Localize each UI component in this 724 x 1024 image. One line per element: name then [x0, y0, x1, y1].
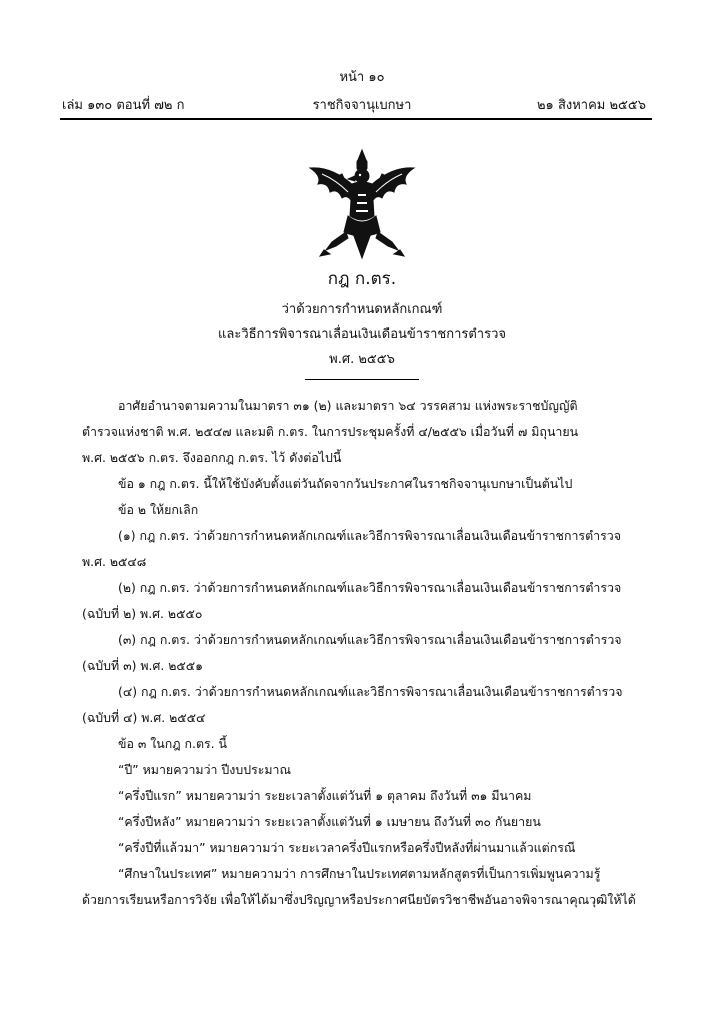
definition-second-half: “ครึ่งปีหลัง” หมายความว่า ระยะเวลาตั้งแต่วันที่ ๑ เมษายน ถึงวันที่ ๓๐ กันยายน — [118, 814, 541, 829]
clause-3: ข้อ ๓ ในกฎ ก.ตร. นี้ — [118, 736, 228, 751]
document-title: กฎ ก.ตร. — [327, 269, 397, 289]
title-divider — [305, 379, 419, 380]
clause-2: ข้อ ๒ ให้ยกเลิก — [118, 502, 199, 517]
definition-domestic-study: “ศึกษาในประเทศ” หมายความว่า การศึกษาในประเทศตามหลักสูตรที่เป็นการเพิ่มพูนความรู้ — [118, 866, 601, 881]
definition-domestic-study-cont: ด้วยการเรียนหรือการวิจัย เพื่อให้ได้มาซึ่งปริญญาหรือประกาศนียบัตรวิชาชีพอันอาจพิจารณาคุณวุฒิให้ได้ — [82, 892, 636, 907]
repeal-item-4: (๔) กฎ ก.ตร. ว่าด้วยการกำหนดหลักเกณฑ์และวิธีการพิจารณาเลื่อนเงินเดือนข้าราชการตำรวจ — [118, 684, 623, 699]
header-divider — [60, 118, 652, 120]
repeal-item-3-cont: (ฉบับที่ ๓) พ.ศ. ๒๕๕๑ — [82, 658, 203, 673]
garuda-emblem-icon — [302, 146, 422, 260]
repeal-item-2: (๒) กฎ ก.ตร. ว่าด้วยการกำหนดหลักเกณฑ์และวิธีการพิจารณาเลื่อนเงินเดือนข้าราชการตำรวจ — [118, 580, 622, 595]
preamble-line: อาศัยอำนาจตามความในมาตรา ๓๑ (๒) และมาตรา ๖๔ วรรคสาม แห่งพระราชบัญญัติ — [118, 398, 578, 413]
repeal-item-3: (๓) กฎ ก.ตร. ว่าด้วยการกำหนดหลักเกณฑ์และวิธีการพิจารณาเลื่อนเงินเดือนข้าราชการตำรวจ — [118, 632, 622, 647]
definition-year: “ปี” หมายความว่า ปีงบประมาณ — [118, 762, 291, 777]
repeal-item-4-cont: (ฉบับที่ ๔) พ.ศ. ๒๕๕๔ — [82, 710, 206, 725]
document-year: พ.ศ. ๒๕๕๖ — [329, 352, 395, 367]
repeal-item-2-cont: (ฉบับที่ ๒) พ.ศ. ๒๕๕๐ — [82, 606, 203, 621]
volume-issue: เล่ม ๑๓๐ ตอนที่ ๗๒ ก — [62, 98, 185, 113]
publication-name: ราชกิจจานุเบกษา — [312, 98, 412, 113]
document-subtitle-line-1: ว่าด้วยการกำหนดหลักเกณฑ์ — [281, 302, 443, 317]
page-number: หน้า ๑๐ — [339, 70, 385, 85]
repeal-item-1-cont: พ.ศ. ๒๕๔๘ — [82, 554, 147, 569]
clause-1: ข้อ ๑ กฎ ก.ตร. นี้ให้ใช้บังคับตั้งแต่วันถัดจากวันประกาศในราชกิจจานุเบกษาเป็นต้นไป — [118, 476, 573, 491]
document-subtitle-line-2: และวิธีการพิจารณาเลื่อนเงินเดือนข้าราชการตำรวจ — [218, 327, 506, 342]
publication-date: ๒๑ สิงหาคม ๒๕๕๖ — [536, 98, 646, 113]
definition-previous-half: “ครึ่งปีที่แล้วมา” หมายความว่า ระยะเวลาครึ่งปีแรกหรือครึ่งปีหลังที่ผ่านมาแล้วแต่กรณี — [118, 840, 576, 855]
preamble-line: ตำรวจแห่งชาติ พ.ศ. ๒๕๔๗ และมติ ก.ตร. ในการประชุมครั้งที่ ๔/๒๕๕๖ เมื่อวันที่ ๗ มิถุนายน — [82, 424, 579, 439]
preamble-line: พ.ศ. ๒๕๕๖ ก.ตร. จึงออกกฎ ก.ตร. ไว้ ดังต่อไปนี้ — [82, 450, 342, 465]
repeal-item-1: (๑) กฎ ก.ตร. ว่าด้วยการกำหนดหลักเกณฑ์และวิธีการพิจารณาเลื่อนเงินเดือนข้าราชการตำรวจ — [118, 528, 621, 543]
definition-first-half: “ครึ่งปีแรก” หมายความว่า ระยะเวลาตั้งแต่วันที่ ๑ ตุลาคม ถึงวันที่ ๓๑ มีนาคม — [118, 788, 532, 803]
